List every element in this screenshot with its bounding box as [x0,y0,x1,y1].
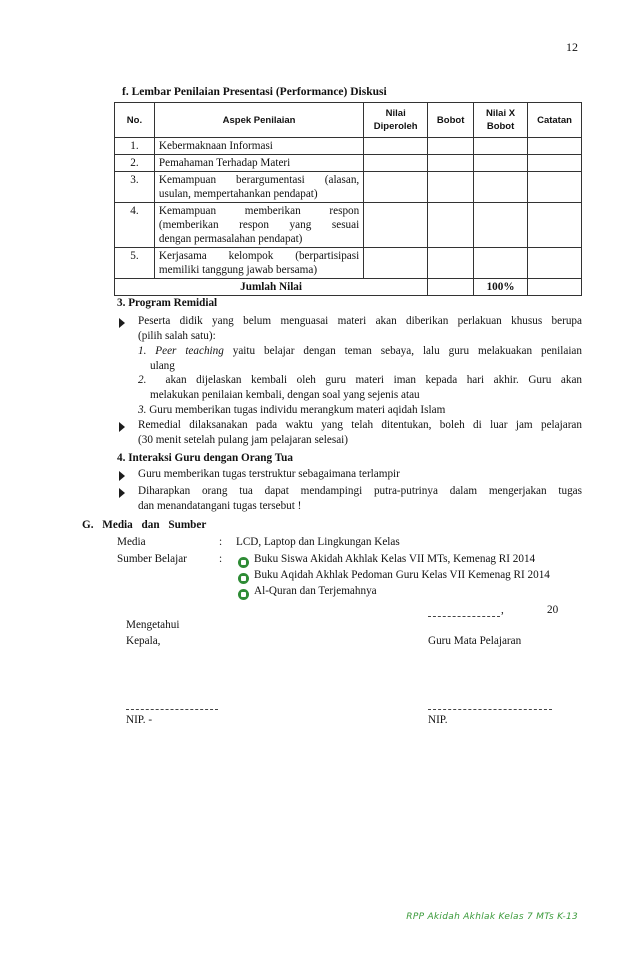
cell-score [364,155,428,172]
media-label: Media [117,536,146,548]
text-line: ulang [150,359,175,372]
teacher-label: Guru Mata Pelajaran [428,635,522,647]
aspect-line: memiliki tanggung jawab bersama) [158,264,318,276]
cell-weight [428,203,474,248]
aspect-line: usulan, mempertahankan pendapat) [158,188,318,200]
cell-weight [428,248,474,279]
table-header-row [115,103,582,138]
date-blank-line [428,616,500,617]
text-line: Diharapkan orang tua dapat mendampingi putra-putrinya dalam mengerjakan tugas [138,485,582,497]
row-number: 2. [115,155,155,172]
cell-notes [528,203,582,248]
text-line: Peserta didik yang belum menguasai materi akan diberikan perlakuan khusus berupa [138,315,582,327]
cell-score-x-weight [474,138,528,155]
option-number: 2. [138,374,147,386]
section-f-title: f. Lembar Penilaian Presentasi (Performance) Diskusi [122,86,387,98]
cell-score-x-weight [474,203,528,248]
media-value: LCD, Laptop dan Lingkungan Kelas [236,536,400,548]
remedial-option-3 [138,403,582,418]
source-item: Al-Quran dan Terjemahnya [254,585,377,597]
nip-right: NIP. [428,714,448,726]
footer-text: RPP Akidah Akhlak Kelas 7 MTs K-13 [406,912,578,922]
cell-score-x-weight [474,155,528,172]
text-line: Guru memberikan tugas individu merangkum materi aqidah Islam [149,404,446,416]
cell-weight [428,172,474,203]
cell-score [364,138,428,155]
header-no: No. [115,103,155,138]
row-number: 3. [115,172,155,203]
remedial-heading: 3. Program Remidial [117,297,218,309]
assessment-table [114,102,582,296]
text-line: (30 menit setelah pulang jam pelajaran selesai) [138,433,348,446]
source-item: Buku Siswa Akidah Akhlak Kelas VII MTs, Kemenag RI 2014 [254,553,536,565]
row-number: 5. [115,248,155,279]
cell-notes [528,172,582,203]
interaction-bullet-1: Guru memberikan tugas terstruktur sebagaimana terlampir [138,468,400,480]
option-number: 3. [138,404,147,416]
total-row [115,279,582,296]
aspect-line: Pemahaman Terhadap Materi [158,157,291,169]
aspect-line: Kebermaknaan Informasi [158,140,273,152]
text-line: akan dijelaskan kembali oleh guru materi iman kepada hari akhir. Guru akan [165,374,583,386]
source-item: Buku Aqidah Akhlak Pedoman Guru Kelas VII Kemenag RI 2014 [254,569,550,581]
cell-notes [528,138,582,155]
aspect-line: Kerjasama kelompok (berpartisipasi [158,250,360,262]
media-heading: G. Media dan Sumber [82,519,207,531]
media-colon: : [219,536,223,548]
header-weight: Bobot [428,103,474,138]
text-line: yaitu belajar dengan teman sebaya, lalu guru melakuakan penilaian [223,345,582,357]
row-number: 1. [115,138,155,155]
nip-left: NIP. - [126,714,153,726]
cell-score [364,248,428,279]
cell-weight [428,279,474,296]
remedial-option-2 [138,373,582,402]
cell-weight [428,138,474,155]
row-aspect [154,172,363,203]
header-aspect: Aspek Penilaian [154,103,363,138]
cell-notes [528,155,582,172]
signature-line-right [428,709,552,710]
signature-line-left [126,709,218,710]
row-aspect [154,138,363,155]
head-label: Kepala, [126,635,161,647]
interaction-heading: 4. Interaksi Guru dengan Orang Tua [117,452,293,464]
table-row [115,155,582,172]
aspect-line: (memberikan respon yang sesuai [158,219,360,231]
text-line: dan menandatangani tugas tersebut ! [138,499,302,512]
cell-notes [528,248,582,279]
table-row [115,203,582,248]
total-label: Jumlah Nilai [115,279,428,296]
cell-weight [428,155,474,172]
row-aspect [154,155,363,172]
header-score-x-weight: Nilai X Bobot [474,103,528,138]
option-number: 1. [138,345,147,357]
text-line: melakukan penilaian kembali, dengan soal yang sejenis atau [150,388,420,401]
total-weight: 100% [474,279,528,296]
source-colon: : [219,553,223,565]
cell-score-x-weight [474,248,528,279]
date-comma: , [501,604,504,616]
header-score: Nilai Diperoleh [364,103,428,138]
table-row [115,172,582,203]
remedial-option-1 [138,344,582,373]
triangle-bullet-icon [119,488,125,498]
cell-notes [528,279,582,296]
green-bullet-icon [238,573,249,584]
text-line: (pilih salah satu): [138,329,216,342]
row-aspect [154,203,363,248]
triangle-bullet-icon [119,471,125,481]
green-bullet-icon [238,589,249,600]
remedial-bullet-2 [138,418,582,447]
row-aspect [154,248,363,279]
header-notes: Catatan [528,103,582,138]
table-row [115,248,582,279]
remedial-bullet-1 [138,314,582,343]
triangle-bullet-icon [119,318,125,328]
cell-score-x-weight [474,172,528,203]
triangle-bullet-icon [119,422,125,432]
page-number: 12 [566,40,578,54]
aspect-line: Kemampuan berargumentasi (alasan, [158,174,360,186]
green-bullet-icon [238,557,249,568]
cell-score [364,203,428,248]
aspect-line: Kemampuan memberikan respon [158,205,360,217]
row-number: 4. [115,203,155,248]
acknowledged-label: Mengetahui [126,619,180,631]
cell-score [364,172,428,203]
text-line: Remedial dilaksanakan pada waktu yang telah ditentukan, boleh di luar jam pelajaran [138,419,582,431]
source-label: Sumber Belajar [117,553,187,565]
interaction-bullet-2 [138,484,582,513]
date-year: 20 [547,604,559,616]
peer-teaching-term: Peer teaching [155,345,224,357]
table-row [115,138,582,155]
aspect-line: dengan permasalahan pendapat) [158,233,303,245]
